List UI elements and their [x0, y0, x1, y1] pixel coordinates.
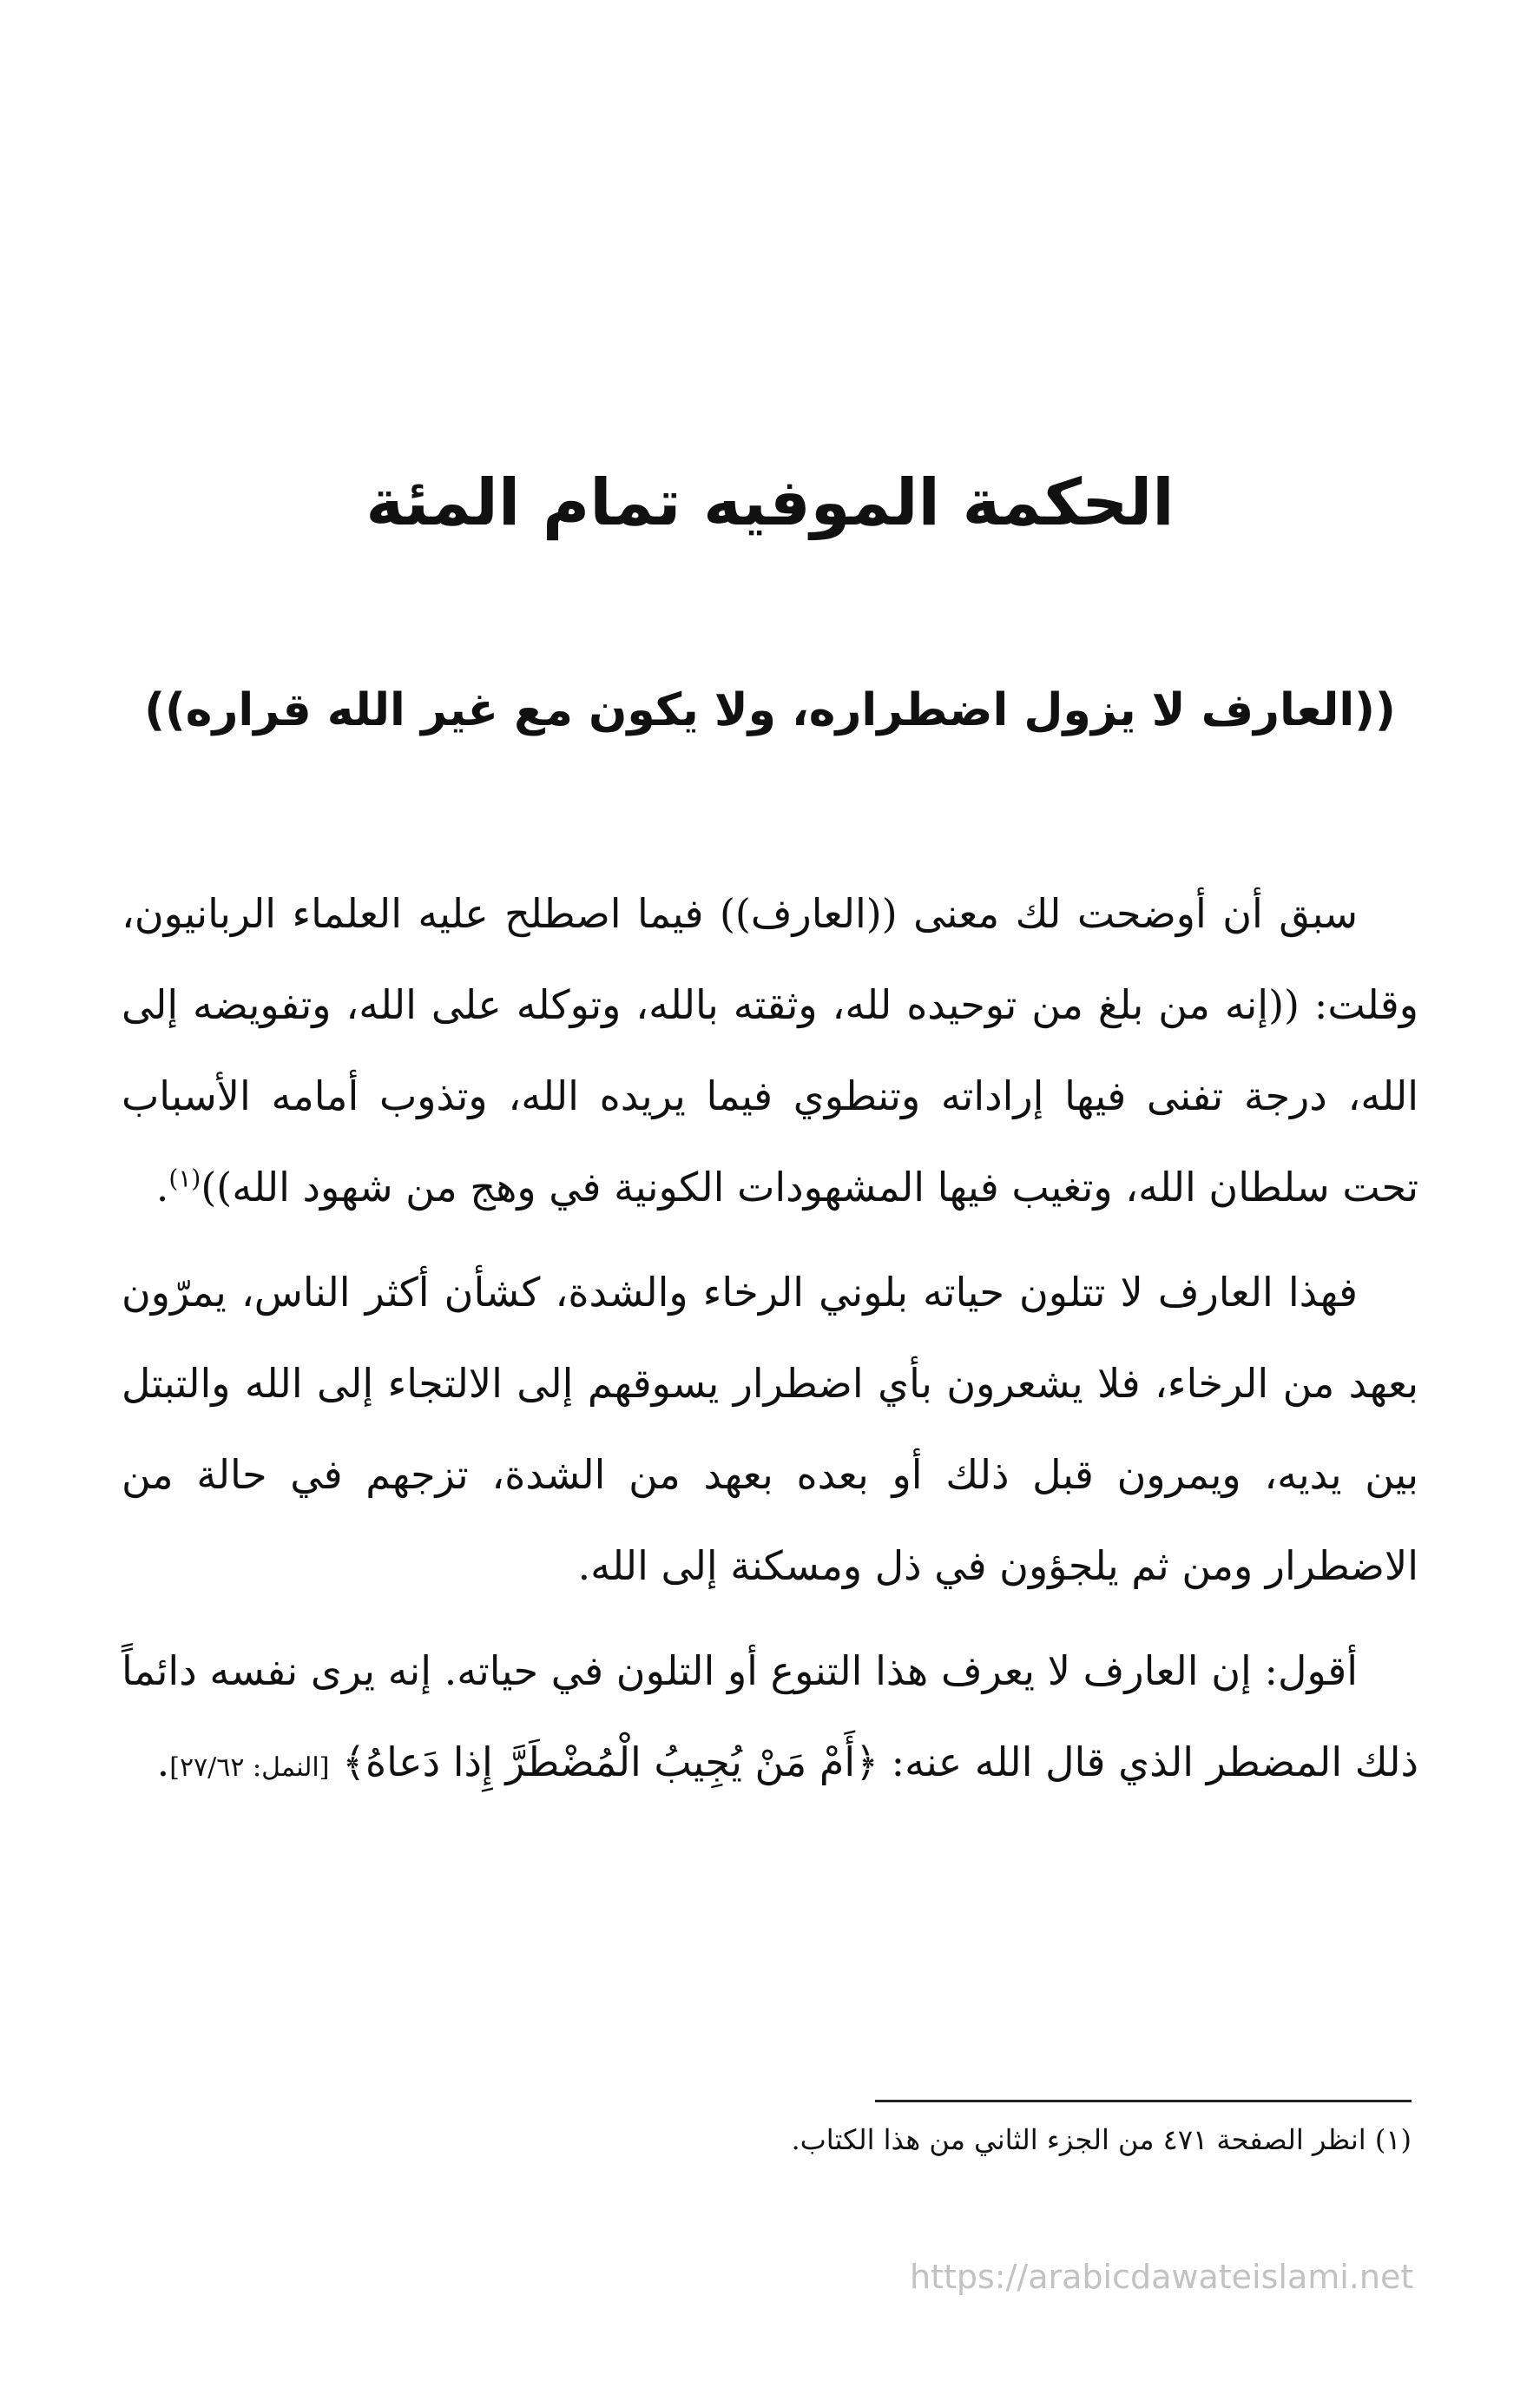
footnote: (١) انظر الصفحة ٤٧١ من الجزء الثاني من هذا الكتاب.: [791, 2123, 1412, 2156]
paragraph-1-end: .: [155, 1164, 169, 1211]
watermark: https://arabicdawateislami.net: [910, 2258, 1414, 2296]
body-text: [122, 868, 1418, 1827]
footnote-marker: (١): [168, 1164, 201, 1193]
paragraph-2: فهذا العارف لا تتلون حياته بلوني الرخاء والشدة، كشأن أكثر الناس، يمرّون بعهد من الرخاء، فلا يشعرون بأي اضطرار يسوقهم إلى الالتجاء إلى الله والتبتل بين يديه، ويمرون قبل ذلك أو بعده بعهد من الشدة، تزجهم في حالة من الاضطرار ومن ثم يلجؤون في ذل ومسكنة إلى الله.: [122, 1269, 1418, 1589]
quran-verse: ﴿أَمْ مَنْ يُجِيبُ الْمُضْطَرَّ إِذا دَعاهُ﴾: [342, 1738, 879, 1785]
paragraph-1-text: سبق أن أوضحت لك معنى ((العارف)) فيما اصطلح عليه العلماء الربانيون، وقلت: ((إنه من بلغ من توحيده لله، وثقته بالله، وتوكله على الله، وتفويضه إلى الله، درجة تفنى فيها إراداته وتنطوي فيما يريده الله، وتذوب أمامه الأسباب تحت سلطان الله، وتغيب فيها المشهودات الكونية في وهج من شهود الله)): [122, 890, 1419, 1211]
chapter-title: الحكمة الموفيه تمام المئة: [365, 465, 1175, 540]
paragraph-1: [122, 868, 1418, 1233]
paragraph-3-end: .: [156, 1738, 170, 1785]
paragraph-3: [122, 1626, 1418, 1813]
verse-citation: [النمل: ٢٧/٦٢]: [169, 1752, 330, 1783]
paragraph-3-text: أقول: إن العارف لا يعرف هذا التنوع أو التلون في حياته. إنه يرى نفسه دائماً ذلك المضطر الذي قال الله عنه:: [122, 1647, 1418, 1785]
footnote-divider: [875, 2100, 1412, 2102]
section-heading: ((العارف لا يزول اضطراره، ولا يكون مع غير الله قراره)): [144, 684, 1396, 736]
